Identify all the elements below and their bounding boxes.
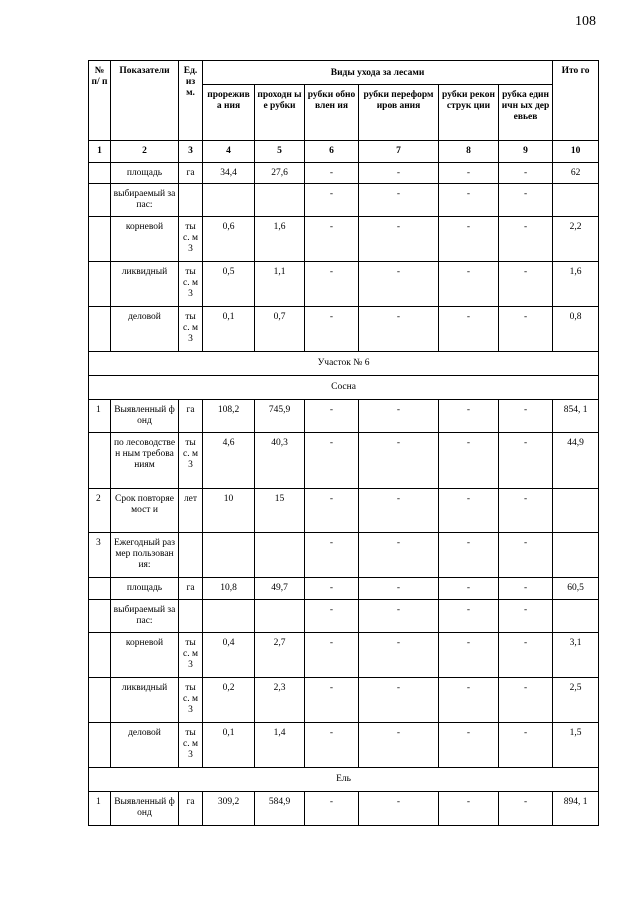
table-row xyxy=(89,791,599,825)
table-cell: - xyxy=(439,432,499,488)
table-cell: выбираемый запас: xyxy=(111,599,179,632)
table-cell: - xyxy=(499,532,553,577)
table-cell: 108,2 xyxy=(203,399,255,432)
table-cell: - xyxy=(359,722,439,767)
table-cell: 2 xyxy=(89,488,111,532)
header-type: рубки переформиров ания xyxy=(359,85,439,141)
table-cell: га xyxy=(179,791,203,825)
table-cell: - xyxy=(499,307,553,352)
table-cell: - xyxy=(305,163,359,184)
table-row xyxy=(89,432,599,488)
table-cell: лет xyxy=(179,488,203,532)
table-cell: - xyxy=(439,217,499,262)
table-cell: 1,6 xyxy=(255,217,305,262)
header-unit: Ед. из м. xyxy=(179,61,203,141)
header-type: рубки обновлен ия xyxy=(305,85,359,141)
table-cell: 8 xyxy=(439,141,499,163)
table-cell: - xyxy=(359,184,439,217)
table-cell: 2,7 xyxy=(255,632,305,677)
table-cell: 10 xyxy=(553,141,599,163)
table-cell: 34,4 xyxy=(203,163,255,184)
section-row xyxy=(89,767,599,791)
table-cell: - xyxy=(439,399,499,432)
section-row xyxy=(89,352,599,376)
table-cell: 894, 1 xyxy=(553,791,599,825)
table-cell: 1,6 xyxy=(553,262,599,307)
table-cell: 0,5 xyxy=(203,262,255,307)
table-cell: Выявленный фонд xyxy=(111,791,179,825)
table-cell: 2 xyxy=(111,141,179,163)
section-row xyxy=(89,375,599,399)
table-cell: - xyxy=(305,577,359,599)
table-cell: 1 xyxy=(89,791,111,825)
table-cell: 9 xyxy=(499,141,553,163)
table-cell: - xyxy=(359,307,439,352)
section-title: Участок № 6 xyxy=(89,352,599,376)
table-cell: ты с. м3 xyxy=(179,217,203,262)
table-cell: ты с. м3 xyxy=(179,722,203,767)
table-cell: ты с. м3 xyxy=(179,307,203,352)
table-cell xyxy=(553,488,599,532)
table-row xyxy=(89,217,599,262)
table-cell: 0,7 xyxy=(255,307,305,352)
table-cell: 40,3 xyxy=(255,432,305,488)
table-cell: 10,8 xyxy=(203,577,255,599)
table-cell: 1,5 xyxy=(553,722,599,767)
table-cell: - xyxy=(499,262,553,307)
header-total: Ито го xyxy=(553,61,599,141)
table-cell: 5 xyxy=(255,141,305,163)
table-cell: - xyxy=(439,307,499,352)
table-cell: 7 xyxy=(359,141,439,163)
table-cell: 1,1 xyxy=(255,262,305,307)
table-cell xyxy=(255,532,305,577)
table-cell: ты с. м3 xyxy=(179,432,203,488)
table-cell: - xyxy=(499,217,553,262)
table-cell: Срок повторяемост и xyxy=(111,488,179,532)
table-row xyxy=(89,488,599,532)
table-cell: 0,6 xyxy=(203,217,255,262)
table-cell: ты с. м3 xyxy=(179,677,203,722)
table-cell xyxy=(553,184,599,217)
table-cell: га xyxy=(179,163,203,184)
table-cell: корневой xyxy=(111,632,179,677)
table-cell: - xyxy=(499,432,553,488)
table-cell xyxy=(89,184,111,217)
table-row xyxy=(89,577,599,599)
table-cell: - xyxy=(359,599,439,632)
table-cell: - xyxy=(359,791,439,825)
header-type: проходн ые рубки xyxy=(255,85,305,141)
table-row xyxy=(89,632,599,677)
table-cell: - xyxy=(359,488,439,532)
table-cell: 0,4 xyxy=(203,632,255,677)
table-cell: 2,5 xyxy=(553,677,599,722)
table-cell: - xyxy=(439,163,499,184)
header-type: рубки реконструк ции xyxy=(439,85,499,141)
table-cell: 4,6 xyxy=(203,432,255,488)
table-cell: - xyxy=(305,432,359,488)
table-cell: - xyxy=(499,677,553,722)
table-row xyxy=(89,399,599,432)
table-cell: 1,4 xyxy=(255,722,305,767)
table-row xyxy=(89,532,599,577)
table-cell: 854, 1 xyxy=(553,399,599,432)
table-cell: 0,8 xyxy=(553,307,599,352)
section-title: Сосна xyxy=(89,375,599,399)
table-row xyxy=(89,163,599,184)
table-row xyxy=(89,599,599,632)
table-cell xyxy=(255,184,305,217)
table-cell xyxy=(203,532,255,577)
table-cell: - xyxy=(305,488,359,532)
table-cell: корневой xyxy=(111,217,179,262)
table-cell: ликвидный xyxy=(111,677,179,722)
table-cell: 2,3 xyxy=(255,677,305,722)
table-cell: 3 xyxy=(179,141,203,163)
table-cell: 6 xyxy=(305,141,359,163)
table-cell: деловой xyxy=(111,307,179,352)
table-cell: 1 xyxy=(89,141,111,163)
table-cell: 49,7 xyxy=(255,577,305,599)
table-body xyxy=(89,141,599,826)
table-cell: - xyxy=(499,184,553,217)
table-cell: - xyxy=(305,399,359,432)
table-cell: - xyxy=(305,307,359,352)
table-cell: 10 xyxy=(203,488,255,532)
table-cell: - xyxy=(305,262,359,307)
table-cell: площадь xyxy=(111,577,179,599)
table-cell: - xyxy=(439,722,499,767)
table-cell: - xyxy=(439,184,499,217)
table-cell xyxy=(553,599,599,632)
section-title: Ель xyxy=(89,767,599,791)
table-row xyxy=(89,307,599,352)
table-cell: 2,2 xyxy=(553,217,599,262)
table-cell xyxy=(89,722,111,767)
table-cell: - xyxy=(359,532,439,577)
table-cell: 0,1 xyxy=(203,307,255,352)
table-cell xyxy=(89,632,111,677)
table-cell: - xyxy=(305,722,359,767)
table-cell xyxy=(179,184,203,217)
page-number: 108 xyxy=(575,14,596,29)
table-cell: 584,9 xyxy=(255,791,305,825)
table-cell: - xyxy=(359,163,439,184)
table-cell xyxy=(89,307,111,352)
table-cell: - xyxy=(305,791,359,825)
table-cell: - xyxy=(439,577,499,599)
table-cell: - xyxy=(439,599,499,632)
table-cell: - xyxy=(305,599,359,632)
table-cell: - xyxy=(359,677,439,722)
forest-care-table xyxy=(88,60,599,826)
table-cell xyxy=(89,577,111,599)
table-cell: - xyxy=(305,217,359,262)
table-cell: - xyxy=(499,791,553,825)
table-cell: - xyxy=(305,532,359,577)
table-cell xyxy=(179,599,203,632)
table-cell: - xyxy=(499,599,553,632)
table-cell: площадь xyxy=(111,163,179,184)
table-cell: - xyxy=(305,632,359,677)
table-cell: 15 xyxy=(255,488,305,532)
table-cell: - xyxy=(359,632,439,677)
table-cell: 27,6 xyxy=(255,163,305,184)
table-cell: 62 xyxy=(553,163,599,184)
table-cell: - xyxy=(359,217,439,262)
table-cell xyxy=(89,163,111,184)
table-cell: 1 xyxy=(89,399,111,432)
table-cell: 0,1 xyxy=(203,722,255,767)
table-cell: га xyxy=(179,399,203,432)
table-cell: - xyxy=(439,677,499,722)
header-type: прорежива ния xyxy=(203,85,255,141)
table-cell: га xyxy=(179,577,203,599)
header-indicator: Показатели xyxy=(111,61,179,141)
table-cell xyxy=(203,184,255,217)
table-cell: ты с. м3 xyxy=(179,262,203,307)
table-cell: 309,2 xyxy=(203,791,255,825)
table-cell: - xyxy=(499,399,553,432)
table-cell: - xyxy=(359,577,439,599)
table-cell xyxy=(89,432,111,488)
table-cell xyxy=(89,262,111,307)
table-cell: - xyxy=(499,163,553,184)
table-cell: по лесоводствен ным требованиям xyxy=(111,432,179,488)
header-types-group: Виды ухода за лесами xyxy=(203,61,553,85)
table-row xyxy=(89,722,599,767)
table-cell: - xyxy=(439,532,499,577)
table-cell: 60,5 xyxy=(553,577,599,599)
table-cell: - xyxy=(305,184,359,217)
table-cell xyxy=(553,532,599,577)
table-cell xyxy=(255,599,305,632)
column-numbers-row xyxy=(89,141,599,163)
table-cell: - xyxy=(359,432,439,488)
table-cell xyxy=(179,532,203,577)
table-cell: 745,9 xyxy=(255,399,305,432)
table-cell: - xyxy=(439,262,499,307)
table-cell: - xyxy=(439,632,499,677)
table-cell: - xyxy=(359,262,439,307)
table-row xyxy=(89,677,599,722)
table-cell: - xyxy=(439,791,499,825)
header-type: рубка единичн ых деревьев xyxy=(499,85,553,141)
table-cell: - xyxy=(305,677,359,722)
table-cell: - xyxy=(499,488,553,532)
table-cell: - xyxy=(439,488,499,532)
table-cell: - xyxy=(499,632,553,677)
table-cell: 4 xyxy=(203,141,255,163)
table-cell: ты с. м3 xyxy=(179,632,203,677)
table-cell: Ежегодный размер пользования: xyxy=(111,532,179,577)
table-cell: 0,2 xyxy=(203,677,255,722)
table-row xyxy=(89,184,599,217)
table-cell xyxy=(89,677,111,722)
table-cell xyxy=(89,599,111,632)
table-cell xyxy=(89,217,111,262)
table-cell xyxy=(203,599,255,632)
table-cell: 3 xyxy=(89,532,111,577)
header-num: № п/ п xyxy=(89,61,111,141)
table-cell: деловой xyxy=(111,722,179,767)
table-cell: - xyxy=(499,722,553,767)
table-cell: - xyxy=(499,577,553,599)
table-cell: Выявленный фонд xyxy=(111,399,179,432)
table-cell: 3,1 xyxy=(553,632,599,677)
table-cell: выбираемый запас: xyxy=(111,184,179,217)
table-cell: 44,9 xyxy=(553,432,599,488)
table-cell: ликвидный xyxy=(111,262,179,307)
table-cell: - xyxy=(359,399,439,432)
table-row xyxy=(89,262,599,307)
